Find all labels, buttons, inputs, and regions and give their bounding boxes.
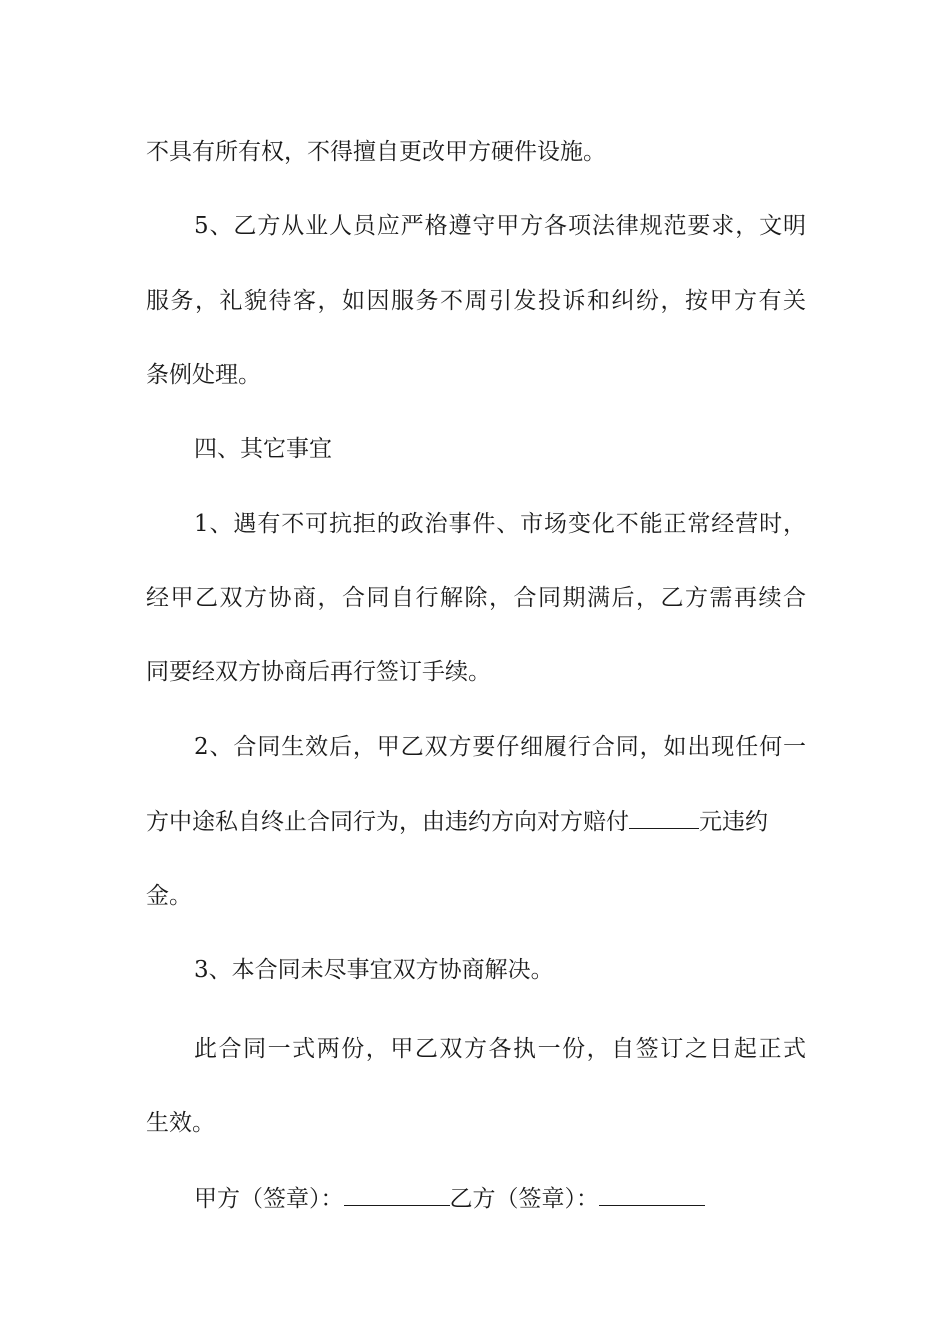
party-b-signature-blank[interactable] <box>599 1183 705 1206</box>
party-a-signature-blank[interactable] <box>344 1183 450 1206</box>
paragraph-line-with-blank <box>146 806 806 837</box>
penalty-text: 方中途私自终止合同行为，由违约方向对方赔付 <box>146 809 629 835</box>
clause-3-line: 3、本合同未尽事宜双方协商解决。 <box>194 957 554 983</box>
paragraph-line: 条例处理。 <box>146 362 261 388</box>
clause-5-line: 5、乙方从业人员应严格遵守甲方各项法律规范要求，文明 <box>194 213 806 239</box>
clause-2-line: 2、合同生效后，甲乙双方要仔细履行合同，如出现任何一 <box>194 734 806 760</box>
penalty-suffix: 元违约 <box>699 809 768 835</box>
paragraph-line: 同要经双方协商后再行签订手续。 <box>146 659 491 685</box>
clause-1-line: 1、遇有不可抗拒的政治事件、市场变化不能正常经营时， <box>194 511 806 537</box>
paragraph-line: 经甲乙双方协商，合同自行解除，合同期满后，乙方需再续合 <box>146 585 806 611</box>
party-b-label: 乙方（签章）： <box>449 1186 599 1212</box>
paragraph-line: 生效。 <box>146 1110 215 1136</box>
closing-line: 此合同一式两份，甲乙双方各执一份，自签订之日起正式 <box>194 1036 806 1062</box>
signature-line <box>194 1183 854 1214</box>
paragraph-line: 金。 <box>146 883 192 909</box>
party-a-label: 甲方（签章）： <box>194 1186 344 1212</box>
paragraph-line: 服务，礼貌待客，如因服务不周引发投诉和纠纷，按甲方有关 <box>146 288 806 314</box>
penalty-amount-blank[interactable] <box>629 806 699 829</box>
section-heading: 四、其它事宜 <box>194 436 332 462</box>
paragraph-line: 不具有所有权，不得擅自更改甲方硬件设施。 <box>146 139 606 165</box>
